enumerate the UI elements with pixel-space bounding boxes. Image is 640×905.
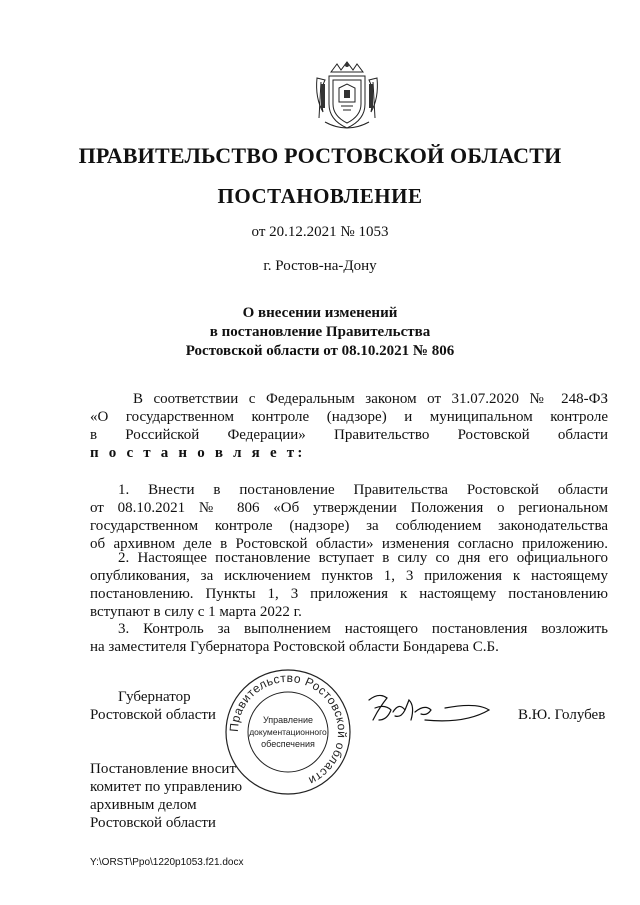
text-line: комитет по управлению: [90, 779, 243, 795]
text-line: опубликования, за исключением пунктов 1, 3 приложения к настоящему: [90, 568, 608, 584]
stamp-line: документационного: [249, 727, 327, 737]
text-line: 1. Внести в постановление Правительства Ростовской области: [118, 482, 608, 498]
stamp-line: Управление: [262, 715, 314, 725]
text-line: постановлению. Пункты 1, 3 приложения к настоящему постановлению: [90, 586, 608, 602]
text-line: «О государственном контроле (надзоре) и муниципальном контроле: [90, 409, 608, 425]
text-line: от 08.10.2021 № 806 «Об утверждении Положения о региональном: [90, 500, 608, 516]
signatory-name: В.Ю. Голубев: [518, 707, 606, 723]
text-line: архивным делом: [90, 797, 197, 813]
document-type: ПОСТАНОВЛЕНИЕ: [217, 184, 423, 208]
stamp-ring-text: Правительство Ростовской области: [226, 670, 350, 789]
file-path: Y:\ORST\Ppo\1220p1053.f21.docx: [90, 857, 244, 868]
coat-of-arms-icon: [311, 58, 383, 134]
document-subject: [0, 304, 640, 361]
text-line: государственном контроле (надзоре) за соблюдением законодательства: [90, 518, 608, 534]
text-line: В соответствии с Федеральным законом от 31.07.2020 № 248-ФЗ: [133, 391, 608, 407]
text-line: об архивном деле в Ростовской области» изменения согласно приложению.: [90, 536, 608, 552]
text-line: 3. Контроль за выполнением настоящего постановления возложить: [118, 621, 608, 637]
text-line: Постановление вносит: [90, 761, 237, 777]
signatory-region: Ростовской области: [90, 707, 216, 723]
subject-line: Ростовской области от 08.10.2021 № 806: [185, 343, 455, 359]
stamp-line: обеспечения: [261, 739, 315, 749]
subject-line: в постановление Правительства: [209, 324, 431, 340]
document-date-number: от 20.12.2021 № 1053: [251, 224, 389, 240]
document-city: г. Ростов-на-Дону: [263, 258, 377, 274]
text-line: в Российской Федерации» Правительство Ростовской области: [90, 427, 608, 443]
text-line: вступают в силу с 1 марта 2022 г.: [90, 604, 302, 620]
subject-line: О внесении изменений: [242, 305, 398, 321]
text-line: на заместителя Губернатора Ростовской области Бондарева С.Б.: [90, 639, 499, 655]
text-line: Ростовской области: [90, 815, 216, 831]
text-line: 2. Настоящее постановление вступает в силу со дня его официального: [118, 550, 608, 566]
handwritten-signature: [365, 690, 495, 730]
signatory-title: Губернатор: [118, 689, 191, 705]
official-stamp: [223, 667, 353, 797]
government-title: ПРАВИТЕЛЬСТВО РОСТОВСКОЙ ОБЛАСТИ: [78, 143, 562, 168]
submitted-by: [90, 760, 242, 832]
decree-word: п о с т а н о в л я е т:: [90, 445, 306, 461]
